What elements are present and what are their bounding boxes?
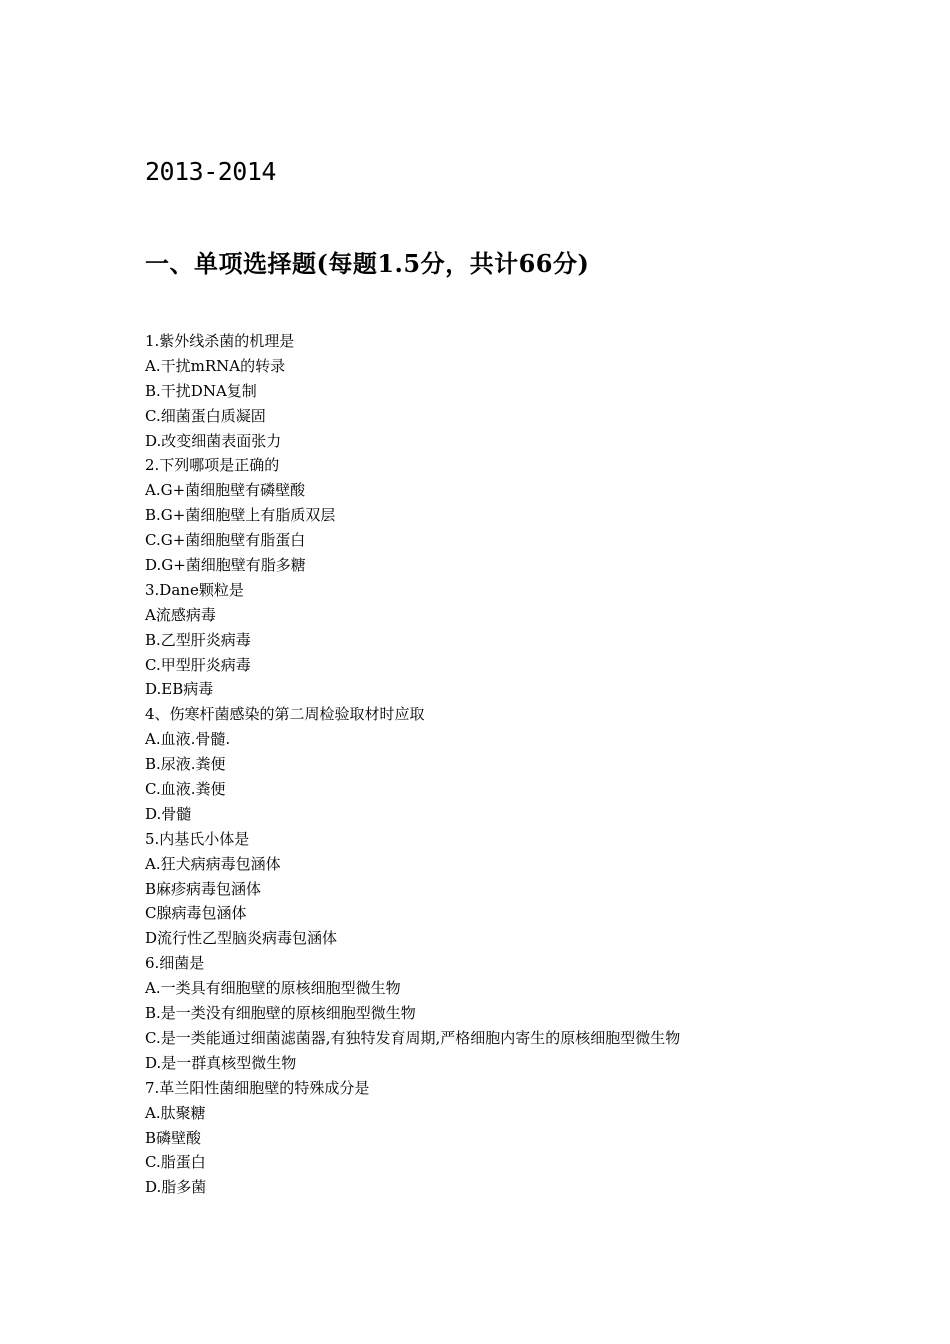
question-7-option-d: D.脂多菌 — [145, 1178, 207, 1197]
question-3-stem: 3.Dane颗粒是 — [145, 580, 244, 599]
question-1-option-b: B.干扰DNA复制 — [145, 381, 257, 400]
question-2-stem: 2.下列哪项是正确的 — [145, 456, 280, 475]
question-5-stem: 5.内基氏小体是 — [145, 829, 250, 848]
question-4-option-d: D.骨髓 — [145, 804, 192, 823]
question-2-option-d: D.G+菌细胞壁有脂多糖 — [145, 556, 306, 575]
question-list — [145, 329, 905, 1200]
question-3-option-a: A流感病毒 — [145, 605, 216, 624]
question-4-option-b: B.尿液.粪便 — [145, 755, 226, 774]
question-5-option-d: D流行性乙型脑炎病毒包涵体 — [145, 929, 338, 948]
question-5-option-a: A.狂犬病病毒包涵体 — [145, 854, 281, 873]
question-2-option-c: C.G+菌细胞壁有脂蛋白 — [145, 531, 306, 550]
question-3-option-d: D.EB病毒 — [145, 680, 214, 699]
question-6-option-d: D.是一群真核型微生物 — [145, 1053, 297, 1072]
question-1-option-c: C.细菌蛋白质凝固 — [145, 406, 266, 425]
question-1-stem: 1.紫外线杀菌的机理是 — [145, 332, 295, 350]
question-6-stem: 6.细菌是 — [145, 954, 205, 973]
question-6-option-b: B.是一类没有细胞壁的原核细胞型微生物 — [145, 1004, 416, 1023]
question-3-option-c: C.甲型肝炎病毒 — [145, 655, 251, 674]
question-6-option-a: A.一类具有细胞壁的原核细胞型微生物 — [145, 979, 401, 998]
document-year: 2013-2014 — [145, 157, 276, 186]
question-1-option-a: A.干扰mRNA的转录 — [145, 356, 286, 375]
question-4-option-c: C.血液.粪便 — [145, 780, 226, 799]
question-2-option-b: B.G+菌细胞壁上有脂质双层 — [145, 506, 336, 525]
question-3-option-b: B.乙型肝炎病毒 — [145, 630, 251, 649]
question-1-option-d: D.改变细菌表面张力 — [145, 431, 282, 450]
question-4-stem: 4、伤寒杆菌感染的第二周检验取材时应取 — [145, 705, 425, 724]
section-heading: 一、单项选择题(每题1.5分，共计66分) — [145, 249, 590, 278]
question-7-option-c: C.脂蛋白 — [145, 1153, 206, 1172]
question-4-option-a: A.血液.骨髓. — [145, 730, 231, 749]
question-6-option-c: C.是一类能通过细菌滤菌器,有独特发育周期,严格细胞内寄生的原核细胞型微生物 — [145, 1028, 681, 1047]
question-2-option-a: A.G+菌细胞壁有磷壁酸 — [145, 481, 306, 500]
question-7-option-a: A.肽聚糖 — [145, 1103, 206, 1122]
question-5-option-b: B麻疹病毒包涵体 — [145, 879, 262, 898]
question-7-option-b: B磷壁酸 — [145, 1128, 202, 1147]
question-7-stem: 7.革兰阳性菌细胞壁的特殊成分是 — [145, 1078, 370, 1097]
question-5-option-c: C腺病毒包涵体 — [145, 904, 247, 923]
